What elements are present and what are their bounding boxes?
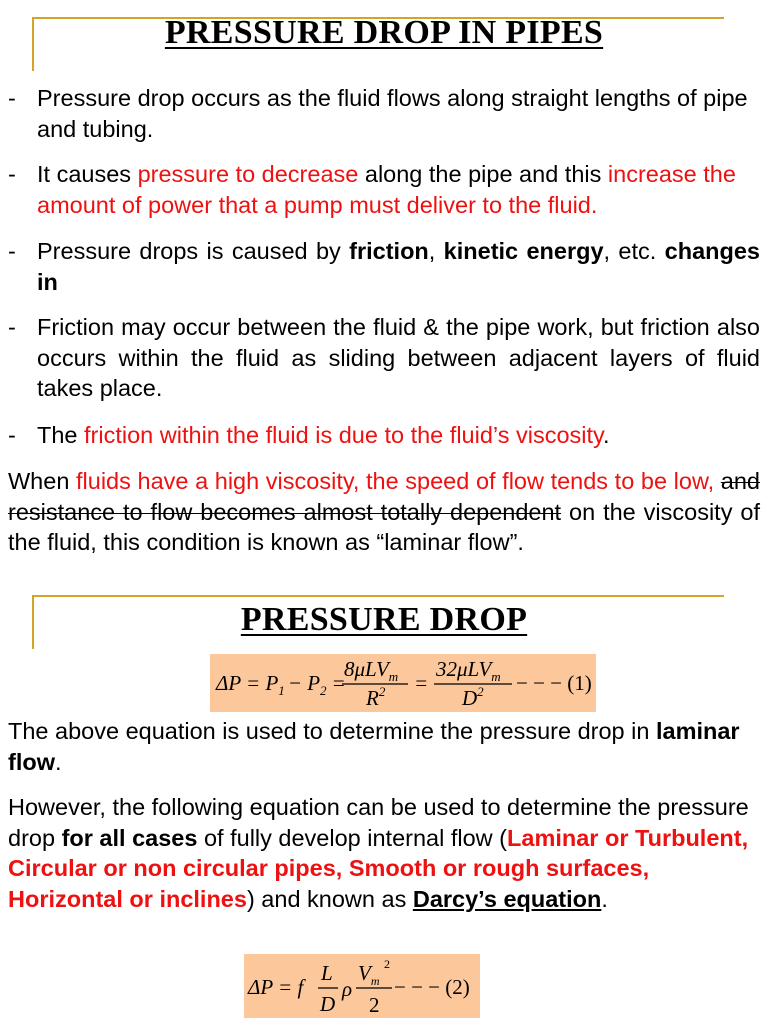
bullet-text: Pressure drop occurs as the fluid flows along straight lengths of pipe and tubing. bbox=[37, 85, 748, 142]
eq-num: V bbox=[358, 961, 371, 985]
slide-pressure-drop bbox=[0, 588, 768, 1024]
bullet-item bbox=[8, 236, 760, 297]
struck-text: and resistance to flow becomes almost totally dependent bbox=[8, 468, 760, 525]
svg-text:R2 bbox=[365, 684, 386, 710]
highlight-text: friction within the fluid is due to the fluid’s viscosity bbox=[84, 422, 604, 448]
paragraph-text: . bbox=[55, 748, 62, 775]
equation-1-formula bbox=[210, 654, 596, 712]
eq-num: 8μLV bbox=[344, 657, 389, 681]
bullet-item bbox=[8, 312, 760, 404]
svg-text:D2 bbox=[461, 684, 484, 710]
paragraph-text bbox=[714, 468, 721, 494]
bold-text: changes in bbox=[37, 238, 760, 295]
eq-sup: 2 bbox=[378, 684, 386, 699]
bullet-text: Pressure drops is caused by bbox=[37, 238, 350, 264]
eq-num: 32μLV bbox=[436, 657, 492, 681]
bold-text: kinetic energy bbox=[443, 238, 604, 264]
bullet-text: , bbox=[428, 238, 444, 264]
highlight-text: fluids have a high viscosity, the speed of flow tends to be low, bbox=[76, 468, 715, 494]
eq-minus: − P bbox=[287, 671, 321, 695]
paragraph bbox=[8, 792, 760, 914]
bullet-text: . bbox=[603, 422, 610, 448]
slide-title: PRESSURE DROP IN PIPES bbox=[164, 14, 604, 51]
paragraph bbox=[8, 716, 760, 777]
darcy-equation-label: Darcy’s equation bbox=[412, 885, 602, 912]
equation-2 bbox=[244, 954, 480, 1018]
paragraph-text: of fully develop internal flow ( bbox=[197, 824, 508, 851]
svg-text:8μLVm bbox=[344, 657, 398, 684]
paragraph-text: . bbox=[601, 885, 608, 912]
eq-den: 2 bbox=[369, 993, 380, 1017]
eq-sub: 2 bbox=[320, 683, 327, 698]
bullet-marker: - bbox=[8, 161, 16, 187]
bullet-text: along the pipe and this bbox=[358, 161, 608, 187]
bullet-marker: - bbox=[8, 422, 16, 448]
eq-sub: m bbox=[491, 669, 501, 684]
bullet-item bbox=[8, 420, 760, 451]
eq-tail: − − − (2) bbox=[394, 975, 470, 999]
slide-title: PRESSURE DROP bbox=[240, 601, 528, 638]
eq-den: D bbox=[320, 992, 336, 1016]
paragraph-text: The above equation is used to determine the pressure drop in bbox=[8, 718, 656, 744]
bullet-item bbox=[8, 83, 760, 144]
bullet-marker: - bbox=[8, 314, 16, 340]
bold-text: for all cases bbox=[61, 824, 198, 851]
eq-equals: = bbox=[414, 671, 429, 695]
eq-rho: ρ bbox=[342, 977, 353, 1001]
bullet-text: The bbox=[37, 422, 85, 448]
eq-num: L bbox=[321, 961, 333, 985]
highlight-text: pressure to decrease bbox=[137, 161, 359, 187]
bold-text: friction bbox=[349, 238, 429, 264]
bullet-marker: - bbox=[8, 85, 16, 111]
highlight-bold-text: Laminar or Turbulent, Circular or non circular pipes, Smooth or rough surfaces, Horizontal or inclines bbox=[8, 824, 749, 912]
paragraph-text: However, the following equation can be used to determine the pressure drop bbox=[8, 794, 749, 851]
bullet-item bbox=[8, 159, 760, 220]
eq-sub: m bbox=[370, 974, 380, 988]
highlight-text: increase the amount of power that a pump must deliver to the fluid. bbox=[37, 161, 736, 218]
eq-sup: 2 bbox=[384, 957, 390, 971]
bullet-marker: - bbox=[8, 238, 16, 264]
bullet-text: Friction may occur between the fluid & the pipe work, but friction also occurs within the fluid as sliding between adjacent layers of fluid takes place. bbox=[37, 314, 760, 401]
paragraph-text: on the viscosity of the fluid, this condition is known as “laminar flow”. bbox=[8, 498, 760, 555]
bullet-text: It causes bbox=[37, 161, 138, 187]
eq-tail: − − − (1) bbox=[516, 671, 592, 695]
eq-sub: m bbox=[388, 669, 399, 684]
eq-den: R bbox=[366, 686, 379, 710]
equation-2-formula bbox=[244, 954, 480, 1018]
bold-text: laminar flow bbox=[8, 718, 740, 775]
eq-sup: 2 bbox=[477, 684, 484, 699]
paragraph bbox=[8, 466, 760, 558]
eq-den: D bbox=[462, 686, 478, 710]
eq-lhs: ΔP = P bbox=[216, 671, 279, 695]
svg-text:32μLVm bbox=[435, 657, 501, 684]
eq-equals: = bbox=[331, 671, 346, 695]
svg-text:ΔP = P1− P2= bbox=[215, 671, 346, 698]
paragraph-text: ) and known as bbox=[246, 885, 413, 912]
eq-sub: 1 bbox=[278, 683, 285, 698]
eq-lhs: ΔP = f bbox=[248, 975, 304, 999]
paragraph-text: When bbox=[8, 468, 77, 494]
equation-1 bbox=[210, 654, 596, 712]
svg-text:Vm bbox=[358, 961, 380, 988]
bullet-text: , etc. bbox=[603, 238, 665, 264]
